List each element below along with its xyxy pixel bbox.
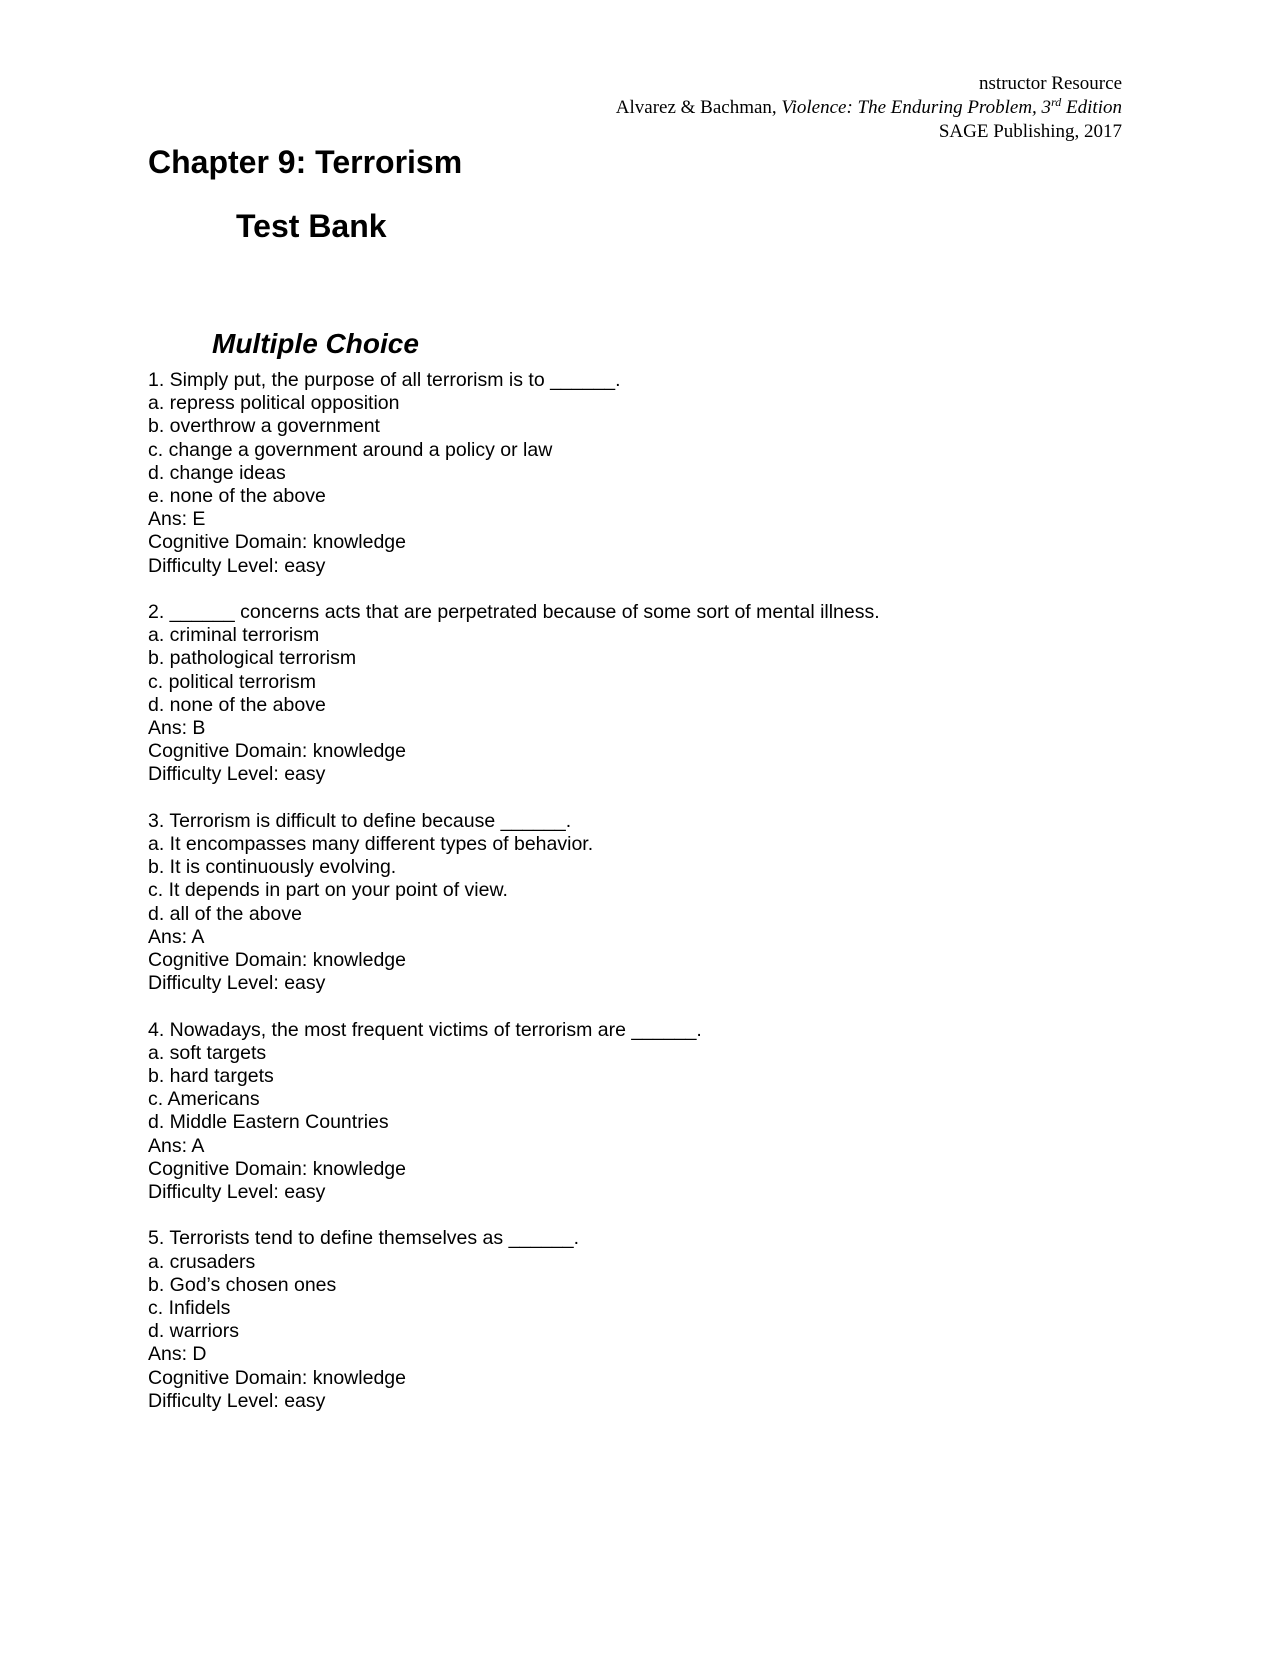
answer-option: b. overthrow a government <box>148 415 380 438</box>
answer-option: c. political terrorism <box>148 670 316 693</box>
answer-option: d. none of the above <box>148 693 326 716</box>
answer-key: Ans: D <box>148 1343 207 1366</box>
answer-option: d. change ideas <box>148 461 286 484</box>
header-resource-line: nstructor Resource <box>979 73 1122 94</box>
question-stem: 5. Terrorists tend to define themselves as ______. <box>148 1227 580 1250</box>
question-stem: 2. ______ concerns acts that are perpetrated because of some sort of mental illness. <box>148 601 880 624</box>
answer-option: b. pathological terrorism <box>148 647 357 670</box>
cognitive-domain: Cognitive Domain: knowledge <box>148 1157 406 1180</box>
answer-option: a. crusaders <box>148 1250 256 1273</box>
header-book-title-text: Violence: The Enduring Problem, 3 <box>781 97 1052 118</box>
answer-option: a. It encompasses many different types of behavior. <box>148 833 594 856</box>
answer-key: Ans: A <box>148 925 205 948</box>
question-stem: 3. Terrorism is difficult to define because ______. <box>148 809 572 832</box>
difficulty-level: Difficulty Level: easy <box>148 763 326 786</box>
answer-option: b. hard targets <box>148 1065 274 1088</box>
answer-option: c. It depends in part on your point of view. <box>148 879 508 902</box>
answer-option: a. repress political opposition <box>148 392 400 415</box>
test-bank-title: Test Bank <box>236 208 387 244</box>
question-stem: 4. Nowadays, the most frequent victims of terrorism are ______. <box>148 1018 702 1041</box>
question-1 <box>148 369 1148 578</box>
cognitive-domain: Cognitive Domain: knowledge <box>148 1366 406 1389</box>
header-book-line <box>422 96 1122 120</box>
difficulty-level: Difficulty Level: easy <box>148 1389 326 1412</box>
answer-option: b. It is continuously evolving. <box>148 856 397 879</box>
header-publisher-line: SAGE Publishing, 2017 <box>938 121 1122 142</box>
header-edition-suffix: Edition <box>1061 97 1122 118</box>
question-stem: 1. Simply put, the purpose of all terrorism is to ______. <box>148 369 621 391</box>
header-edition-superscript: rd <box>1051 95 1062 109</box>
question-5 <box>148 1227 1148 1413</box>
header-authors: Alvarez & Bachman, <box>615 97 782 118</box>
cognitive-domain: Cognitive Domain: knowledge <box>148 531 406 554</box>
answer-option: e. none of the above <box>148 485 326 508</box>
difficulty-level: Difficulty Level: easy <box>148 972 326 995</box>
answer-option: c. Americans <box>148 1088 260 1111</box>
question-list <box>148 369 1148 1436</box>
section-title-multiple-choice: Multiple Choice <box>212 328 419 359</box>
chapter-title: Chapter 9: Terrorism <box>148 144 463 180</box>
answer-option: d. warriors <box>148 1320 240 1343</box>
header-book-title <box>781 97 1122 118</box>
answer-key: Ans: E <box>148 508 206 531</box>
answer-option: c. change a government around a policy or law <box>148 438 553 461</box>
answer-option: b. God’s chosen ones <box>148 1273 337 1296</box>
answer-option: d. all of the above <box>148 902 302 925</box>
difficulty-level: Difficulty Level: easy <box>148 1181 326 1204</box>
answer-option: a. soft targets <box>148 1041 267 1064</box>
difficulty-level: Difficulty Level: easy <box>148 554 326 577</box>
answer-option: a. criminal terrorism <box>148 624 320 647</box>
answer-key: Ans: A <box>148 1134 205 1157</box>
cognitive-domain: Cognitive Domain: knowledge <box>148 740 406 763</box>
answer-key: Ans: B <box>148 717 206 740</box>
question-4 <box>148 1019 1148 1205</box>
document-header <box>422 72 1122 144</box>
answer-option: d. Middle Eastern Countries <box>148 1111 389 1134</box>
question-3 <box>148 810 1148 996</box>
cognitive-domain: Cognitive Domain: knowledge <box>148 949 406 972</box>
answer-option: c. Infidels <box>148 1297 231 1320</box>
question-2 <box>148 601 1148 787</box>
